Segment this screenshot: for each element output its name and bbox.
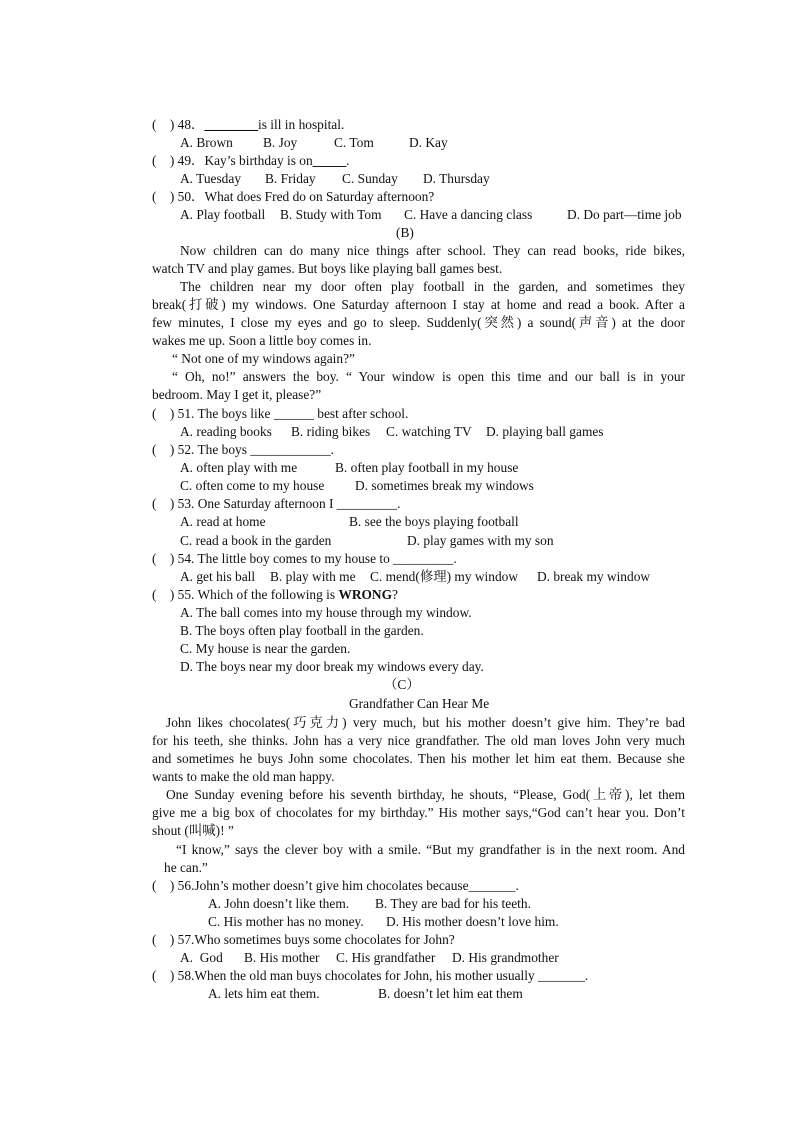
q48-blank: ________ <box>204 117 259 132</box>
passage-c-line: wants to make the old man happy. <box>152 769 335 784</box>
question-55 <box>152 586 398 604</box>
passage-c-line: John likes chocolates(巧克力) very much, but his mother doesn’t give him. They’re bad <box>166 715 685 730</box>
q57-option-d: D. His grandmother <box>452 950 559 965</box>
passage-c-line: and sometimes he buys John some chocolates. Then his mother let him eat them. Because she <box>152 751 685 766</box>
q48-option-d: D. Kay <box>409 135 448 150</box>
passage-c-line: shout (叫喊)! ” <box>152 823 234 838</box>
question-54: ( ) 54. The little boy comes to my house to _________. <box>152 551 457 566</box>
q49-option-a: A. Tuesday <box>180 171 242 186</box>
q50-option-d: D. Do part—time job <box>567 207 682 222</box>
q48-option-c: C. Tom <box>334 135 374 150</box>
passage-c-line: One Sunday evening before his seventh birthday, he shouts, “Please, God(上帝), let them <box>166 787 685 802</box>
q52-option-c: C. often come to my house <box>180 478 325 493</box>
q50-option-c: C. Have a dancing class <box>404 207 533 222</box>
q49-blank: _____ <box>312 153 347 168</box>
q54-option-c: C. mend(修理) my window <box>370 569 519 584</box>
q49-stem: ( ) 49．Kay’s birthday is on <box>152 153 313 168</box>
q57-option-a: A. God <box>180 950 223 965</box>
q55-option-d: D. The boys near my door break my windows every day. <box>180 659 484 674</box>
q48-option-a: A. Brown <box>180 135 233 150</box>
question-49 <box>152 152 350 170</box>
question-48 <box>152 116 344 134</box>
q49-option-b: B. Friday <box>265 171 316 186</box>
q57-option-b: B. His mother <box>244 950 320 965</box>
passage-b-line: “ Not one of my windows again?” <box>172 351 355 366</box>
q51-option-c: C. watching TV <box>386 424 472 439</box>
passage-b-line: few minutes, I close my eyes and go to sleep. Suddenly(突然) a sound(声音) at the door <box>152 315 685 330</box>
q51-option-d: D. playing ball games <box>486 424 604 439</box>
question-58: ( ) 58.When the old man buys chocolates for John, his mother usually _______. <box>152 968 589 983</box>
passage-c-line: for his teeth, she thinks. John has a very nice grandfather. The old man loves John very much <box>152 733 685 748</box>
question-57: ( ) 57.Who sometimes buys some chocolates for John? <box>152 932 455 947</box>
passage-b-line: The children near my door often play football in the garden, and sometimes they <box>180 279 685 294</box>
passage-b-heading: (B) <box>396 225 414 240</box>
q51-option-b: B. riding bikes <box>291 424 371 439</box>
passage-c-line: he can.” <box>164 860 208 875</box>
q50-option-a: A. Play football <box>180 207 266 222</box>
q49-option-d: D. Thursday <box>423 171 490 186</box>
q48-number: ( ) 48． <box>152 117 205 132</box>
q55-end: ? <box>392 587 398 602</box>
passage-b-line: “ Oh, no!” answers the boy. “ Your window is open this time and our ball is in your <box>172 369 685 384</box>
q48-option-b: B. Joy <box>263 135 298 150</box>
q52-option-d: D. sometimes break my windows <box>355 478 534 493</box>
q48-stem: is ill in hospital. <box>258 117 345 132</box>
passage-b-line: watch TV and play games. But boys like playing ball games best. <box>152 261 503 276</box>
q55-option-a: A. The ball comes into my house through my window. <box>180 605 472 620</box>
question-52: ( ) 52. The boys ____________. <box>152 442 335 457</box>
q49-end: . <box>346 153 350 168</box>
q51-option-a: A. reading books <box>180 424 272 439</box>
passage-b-line: wakes me up. Soon a little boy comes in. <box>152 333 372 348</box>
passage-c-title: Grandfather Can Hear Me <box>349 696 490 711</box>
q53-option-d: D. play games with my son <box>407 533 554 548</box>
q55-emphasis: WRONG <box>338 587 393 602</box>
passage-b-line: bedroom. May I get it, please?” <box>152 387 322 402</box>
q54-option-a: A. get his ball <box>180 569 256 584</box>
question-53: ( ) 53. One Saturday afternoon I _________. <box>152 496 401 511</box>
q53-option-c: C. read a book in the garden <box>180 533 332 548</box>
question-50: ( ) 50．What does Fred do on Saturday afternoon? <box>152 189 435 204</box>
q53-option-b: B. see the boys playing football <box>349 514 519 529</box>
q57-option-c: C. His grandfather <box>336 950 436 965</box>
q52-option-b: B. often play football in my house <box>335 460 519 475</box>
q52-option-a: A. often play with me <box>180 460 298 475</box>
q56-option-d: D. His mother doesn’t love him. <box>386 914 559 929</box>
q55-stem: ( ) 55. Which of the following is <box>152 587 339 602</box>
question-51: ( ) 51. The boys like ______ best after school. <box>152 406 409 421</box>
q56-option-c: C. His mother has no money. <box>208 914 364 929</box>
q58-option-a: A. lets him eat them. <box>208 986 320 1001</box>
passage-c-line: “I know,” says the clever boy with a smile. “But my grandfather is in the next room. And <box>176 842 685 857</box>
question-56: ( ) 56.John’s mother doesn’t give him chocolates because_______. <box>152 878 519 893</box>
q55-option-c: C. My house is near the garden. <box>180 641 351 656</box>
q54-option-b: B. play with me <box>270 569 356 584</box>
passage-b-line: break(打破) my windows. One Saturday afternoon I stay at home and read a book. After a <box>152 297 685 312</box>
q58-option-b: B. doesn’t let him eat them <box>378 986 523 1001</box>
q50-option-b: B. Study with Tom <box>280 207 382 222</box>
q56-option-a: A. John doesn’t like them. <box>208 896 350 911</box>
passage-c-line: give me a big box of chocolates for my birthday.” His mother says,“God can’t hear you. Don’t <box>152 805 685 820</box>
q49-option-c: C. Sunday <box>342 171 398 186</box>
q56-option-b: B. They are bad for his teeth. <box>375 896 531 911</box>
passage-b-line: Now children can do many nice things after school. They can read books, ride bikes, <box>180 243 685 258</box>
passage-c-heading: （C） <box>384 677 420 692</box>
q55-option-b: B. The boys often play football in the garden. <box>180 623 424 638</box>
q53-option-a: A. read at home <box>180 514 266 529</box>
q54-option-d: D. break my window <box>537 569 651 584</box>
